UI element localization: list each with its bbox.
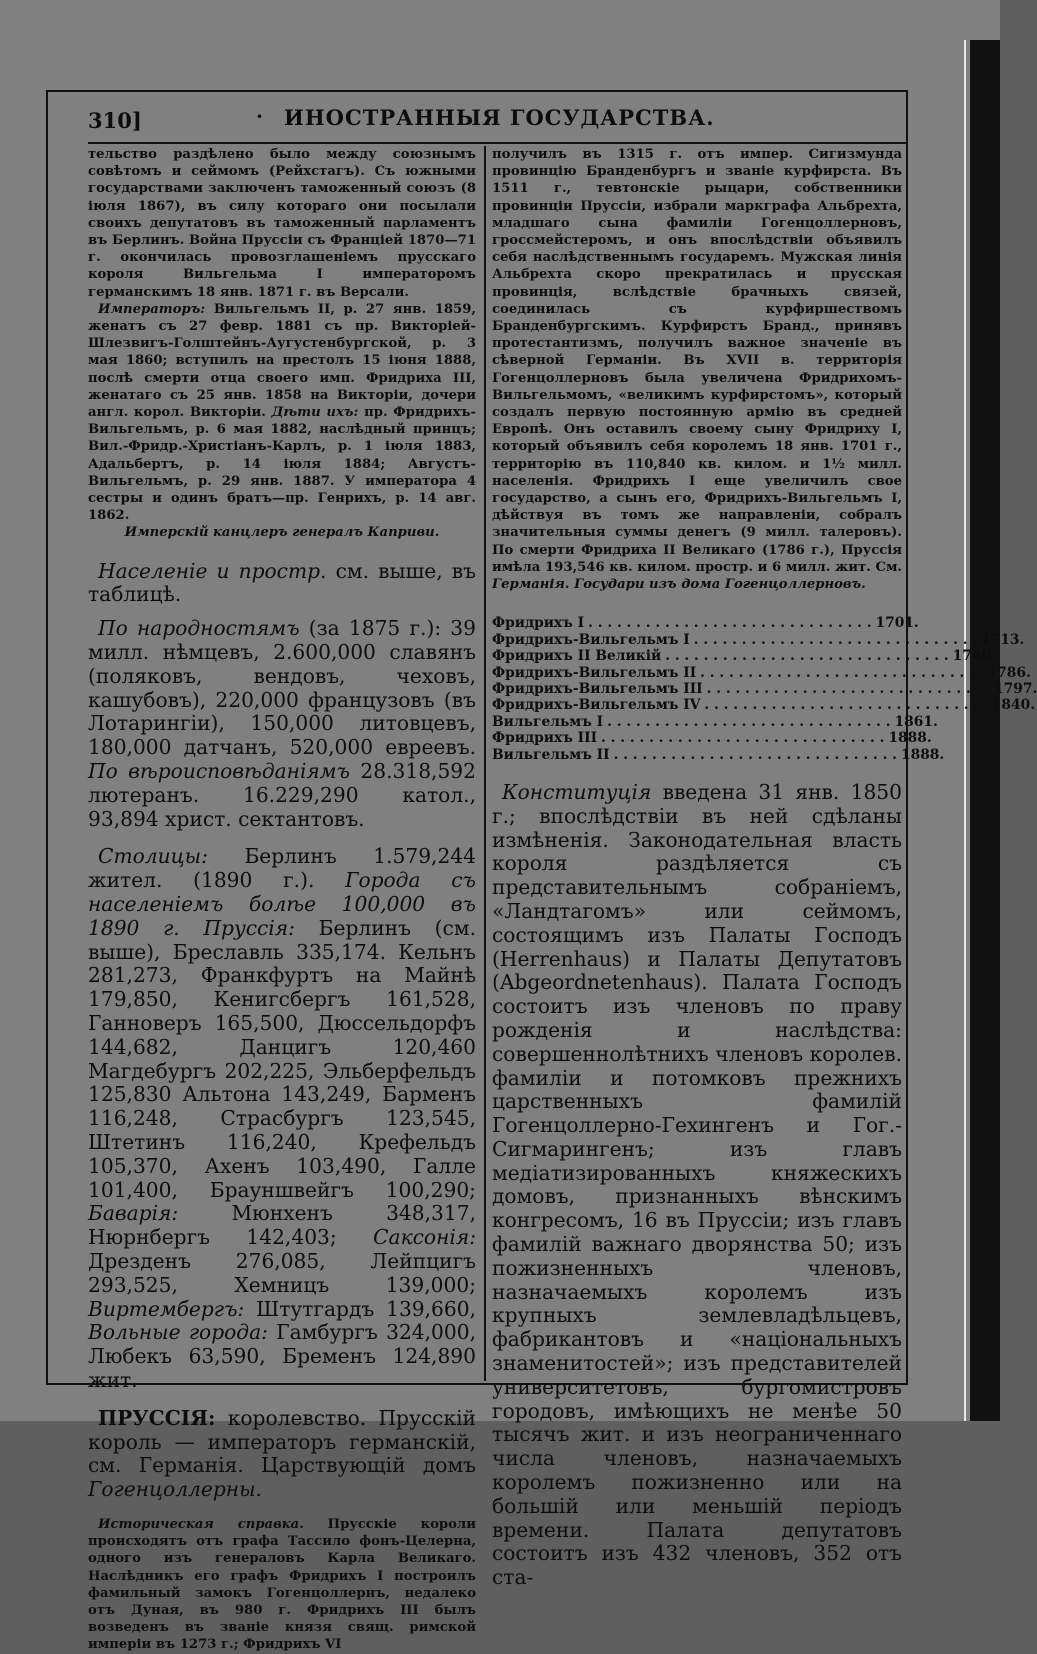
nationalities-text: (за 1875 г.): 39 милл. нѣмцевъ, 2.600,000 славянъ (поляковъ, вендовъ, чеховъ, кашубовъ), 220,000 французовъ (въ Лотарингіи), 150,000 литовцевъ, 180,000 датчанъ, 520,000 евреевъ. (88, 616, 476, 760)
cities-paragraph (88, 845, 476, 1392)
nationalities-paragraph (88, 617, 476, 831)
chancellor-line: Имперскій канцлеръ генералъ Каприви. (124, 525, 440, 541)
list-item: Вильгельмъ I . . . 1861. (492, 714, 902, 730)
religion-label: По вѣроисповѣданіямъ (88, 759, 350, 784)
free-cities-text: Гамбургъ 324,000, Любекъ 63,590, Бременъ 124,890 жит. (88, 1320, 476, 1392)
population-text: см. выше, въ таблицѣ. (88, 558, 476, 607)
emperor-text: Вильгельмъ II, р. 27 янв. 1859, женатъ съ 27 февр. 1881 съ пр. Викторіей-Шлезвигъ-Голштейнъ-Аугустенбургской, р. 3 мая 1860; вступилъ на престолъ 15 іюня 1888, послѣ смерти отца своего имп. Фридриха III, женатаго съ 25 янв. 1858 на Викторіи, дочери англ. корол. Викторіи. (88, 301, 476, 421)
history-continued-text: получилъ въ 1315 г. отъ импер. Сигизмунда провинцію Бранденбургъ и званіе курфирста. Въ 1511 г., тевтонскіе рыцари, собственники провинціи Пруссіи, избрали маркграфа Альбрехта, младшаго сына фамиліи Гогенцоллерновъ, гроссмейстеромъ, и онъ впослѣдствіи объявилъ себя наслѣдственнымъ государемъ. Мужская линія Альбрехта скоро прекратилась и прусская провинція, вслѣдствіе брачныхъ связей, соединилась съ курфиршествомъ Бранденбургскимъ. Курфирстъ Бранд., принявъ протестантизмъ, получилъ важное значеніе въ сѣверной Германіи. Въ XVII в. территорія Гогенцоллерновъ была увеличена Фридрихомъ-Вильгельмомъ, «великимъ курфирстомъ», который создалъ первую постоянную армію въ средней Европѣ. Онъ оставилъ своему сыну Фридриху I, который объявилъ себя королемъ 18 янв. 1701 г., территорію въ 110,840 кв. килом. и 1½ милл. населенія. Фридрихъ I еще увеличилъ свое государство, а сынъ его, Фридрихъ-Вильгельмъ I, дѣйствуя въ томъ же направленіи, собралъ значительныя суммы денегъ (9 милл. талеровъ). По смерти Фридриха II Великаго (1786 г.), Пруссія имѣла 193,546 кв. килом. простр. и 6 милл. жит. См. (492, 147, 902, 575)
constitution-paragraph (492, 781, 902, 1590)
constitution-label: Конституція (502, 779, 652, 804)
nationalities-label: По народностямъ (98, 616, 300, 641)
column-rule (484, 146, 486, 1381)
religion-text: 28.318,592 лютеранъ. 16.229,290 катол., 93,894 христ. сектантовъ. (88, 759, 476, 831)
prussia-text: королевство. Прусскій король — императоръ германскій, см. Германія. Царствующій домъ (88, 1405, 476, 1478)
list-item: Фридрихъ-Вильгельмъ III . . . 1797. (492, 681, 902, 697)
page-number: 310] (88, 108, 142, 133)
history-paragraph (88, 1516, 476, 1654)
right-column (492, 146, 1037, 1590)
list-item: Фридрихъ II Великій . . . 1740. (492, 648, 902, 664)
history-text: Прусскіе короли происходятъ отъ графа Тассило фонъ-Целерна, одного изъ генераловъ Карла Великаго. Наслѣдникъ его графъ Фридрихъ I построилъ фамильный замокъ Гогенцоллернъ, недалеко отъ Дуная, въ 980 г. Фридрихъ III былъ возведенъ въ званіе князя свящ. римской имперіи въ 1273 г.; Фридрихъ VI (88, 1516, 477, 1653)
wurttemberg-text: Штутгардъ 139,660, (256, 1296, 477, 1321)
cities-text: Берлинъ (см. выше), Бреславль 335,174. Кельнъ 281,273, Франкфуртъ на Майнѣ 179,850, Кенигсбергъ 161,528, Ганноверъ 165,500, Дюссельдорфъ 144,682, Данцигъ 120,460 Магдебургъ 202,225, Эльберфельдъ 125,830 Альтона 143,249, Барменъ 116,248, Страсбургъ 123,545, Штетинъ 116,240, Крефельдъ 105,370, Ахенъ 103,490, Галле 101,400, Брауншвейгъ 100,290; (88, 915, 476, 1202)
saxony-text: Дрезденъ 276,085, Лейпцигъ 293,525, Хемницъ 139,000; (88, 1248, 476, 1297)
header-dot: · (256, 104, 263, 128)
rulers-list (492, 615, 1037, 763)
list-item: Фридрихъ-Вильгельмъ IV . . . 1840. (492, 697, 902, 713)
constitution-text: введена 31 янв. 1850 г.; впослѣдствіи въ ней сдѣланы измѣненія. Законодательная власть короля раздѣляется съ представительнымъ собраніемъ, «Ландтагомъ» или сеймомъ, состоящимъ изъ Палаты Господъ (Herrenhaus) и Палаты Депутатовъ (Abgeordnetenhaus). Палата Господъ состоитъ изъ членовъ по праву рожденія и наслѣдства: совершеннолѣтнихъ членовъ королев. фамиліи и потомковъ прежнихъ царственныхъ фамилій Гогенцоллерно-Гехингенъ и Гог.-Сигмарингенъ; изъ главъ медіатизированныхъ княжескихъ домовъ, признанныхъ вѣнскимъ конгресомъ, 16 въ Пруссіи; изъ главъ фамилій важнаго дворянства 50; изъ пожизненныхъ членовъ, назначаемыхъ королемъ изъ крупныхъ землевладѣльцевъ, фабрикантовъ и «національныхъ знаменитостей»; изъ представителей университетовъ, бургомистровъ городовъ, имѣющихъ не менѣе 50 тысячъ жит. и изъ неограниченнаго числа членовъ, назначаемыхъ королемъ пожизненно или на большій или меньшій періодъ времени. Палата депутатовъ состоитъ изъ 432 членовъ, 352 отъ ста- (492, 779, 902, 1590)
prussia-paragraph (88, 1407, 476, 1502)
saxony-label: Саксонія: (373, 1225, 477, 1250)
list-item: Фридрихъ III . . . 1888. (492, 730, 902, 746)
history-label: Историческая справка. (98, 1516, 304, 1532)
scan-edge (970, 40, 1000, 1421)
header-rule (88, 142, 908, 144)
running-head: ИНОСТРАННЫЯ ГОСУДАРСТВА. (284, 105, 715, 130)
emperor-paragraph (88, 301, 476, 525)
free-cities-label: Вольные города: (88, 1320, 268, 1345)
list-item: Фридрихъ-Вильгельмъ II . . . 1786. (492, 665, 902, 681)
emperor-label: Императоръ: (98, 301, 206, 317)
scan-edge-line (964, 40, 966, 1421)
capitals-label: Столицы: (98, 844, 208, 869)
population-label: Населеніе и простр. (98, 558, 327, 583)
capitals-text: Берлинъ 1.579,244 жител. (1890 г.). (88, 844, 476, 893)
cities-label: Города съ населеніемъ болѣе 100,000 въ 1890 г. Пруссія: (88, 868, 476, 940)
intro-paragraph: тельство раздѣлено было между союзнымъ совѣтомъ и сеймомъ (Рейхстагъ). Съ южными государствами заключенъ таможенный союзъ (8 іюля 1867), въ силу котораго они посылали своихъ депутатовъ въ таможенный парламентъ въ Берлинъ. Война Пруссіи съ Франціей 1870—71 г. окончилась провозглашеніемъ прусскаго короля Вильгельма I императоромъ германскимъ 18 янв. 1871 г. въ Версали. (88, 147, 476, 300)
history-continued (492, 146, 902, 593)
bavaria-text: Мюнхенъ 348,317, Нюрнбергъ 142,403; (88, 1201, 476, 1250)
prussia-house: Гогенцоллерны. (88, 1477, 262, 1502)
list-item: Вильгельмъ II . . . 1888. (492, 747, 902, 763)
bavaria-label: Баварія: (88, 1201, 179, 1226)
list-item: Фридрихъ I . . . 1701. (492, 615, 902, 631)
children-text: пр. Фридрихъ-Вильгельмъ, р. 6 мая 1882, наслѣдный принцъ; Вил.-Фридр.-Христіанъ-Карлъ, р. 1 іюля 1883, Адальбертъ, р. 14 іюля 1884; Августъ-Вильгельмъ, р. 29 янв. 1887. У императора 4 сестры и одинъ братъ—пр. Генрихъ, р. 14 авг. 1862. (88, 405, 477, 524)
list-item: Фридрихъ-Вильгельмъ I . . . 1713. (492, 632, 902, 648)
population-paragraph (88, 560, 476, 608)
page-header (88, 102, 908, 138)
history-reference: Германія. Государи изъ дома Гогенцоллерновъ. (492, 577, 866, 593)
wurttemberg-label: Виртембергъ: (88, 1296, 245, 1321)
children-label: Дѣти ихъ: (271, 405, 359, 421)
prussia-heading: ПРУССІЯ: (98, 1405, 216, 1430)
left-column (88, 146, 476, 1654)
